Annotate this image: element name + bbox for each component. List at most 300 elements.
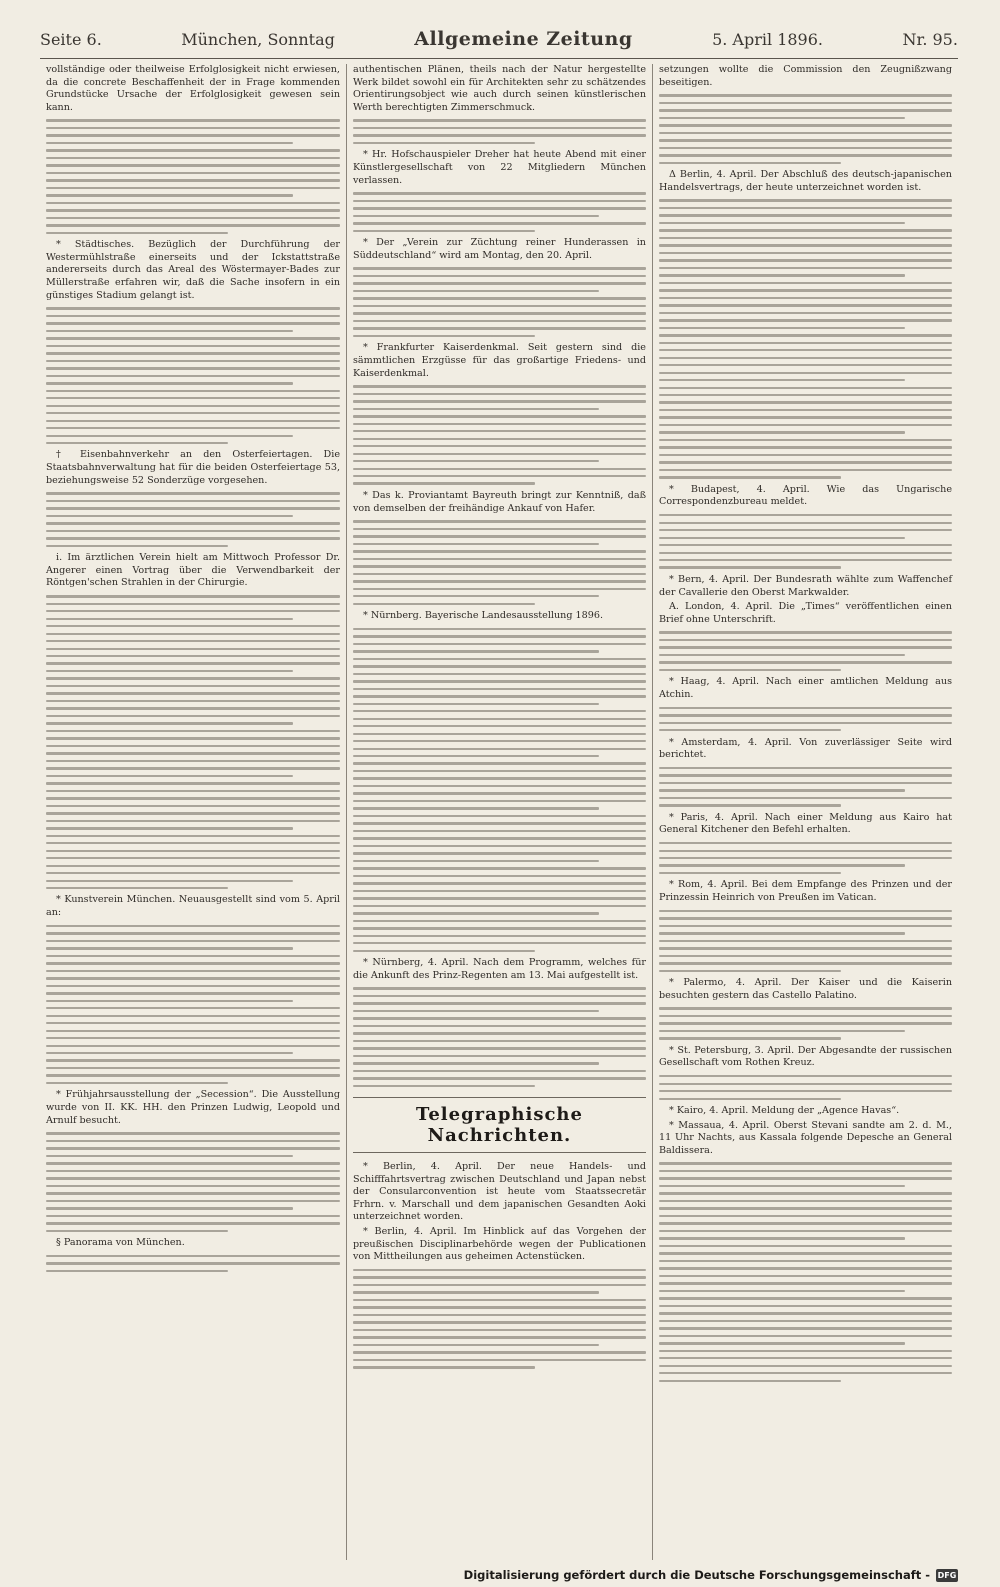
illegible-text-line — [659, 334, 952, 336]
illegible-text-line — [353, 830, 646, 832]
illegible-text-line — [659, 910, 952, 912]
illegible-text-line — [46, 179, 340, 181]
illegible-text-line — [46, 322, 340, 324]
illegible-text-line — [353, 595, 599, 597]
illegible-text-line — [659, 1365, 952, 1367]
illegible-text-line — [46, 707, 340, 709]
illegible-text-line — [353, 912, 599, 914]
illegible-text-line — [353, 822, 646, 824]
illegible-text-line — [659, 439, 952, 441]
illegible-text-line — [353, 1336, 646, 1338]
illegible-text-line — [353, 1077, 646, 1079]
edition-place-day: München, Sonntag — [181, 30, 335, 49]
illegible-text-line — [353, 535, 646, 537]
columns — [40, 64, 958, 1560]
illegible-text-line — [659, 857, 952, 859]
illegible-text-line — [659, 297, 952, 299]
illegible-text-line — [46, 1177, 340, 1179]
illegible-text-line — [659, 1215, 952, 1217]
illegible-text-line — [659, 940, 952, 942]
issue-number: Nr. 95. — [902, 30, 958, 49]
illegible-text-line — [46, 1255, 340, 1257]
illegible-text-line — [353, 430, 646, 432]
illegible-text-line — [353, 580, 646, 582]
illegible-text-line — [353, 1321, 646, 1323]
illegible-text-line — [659, 1290, 905, 1292]
illegible-text-line — [659, 1335, 952, 1337]
illegible-text-line — [353, 1276, 646, 1278]
illegible-text-line — [659, 1275, 952, 1277]
column-1 — [40, 64, 346, 1560]
illegible-text-line — [46, 1222, 340, 1224]
illegible-text-line — [46, 209, 340, 211]
illegible-text-line — [659, 214, 952, 216]
illegible-text-line — [659, 304, 952, 306]
illegible-text-line — [46, 662, 340, 664]
illegible-text-line — [46, 835, 340, 837]
illegible-text-line — [353, 475, 646, 477]
illegible-text-line — [46, 767, 340, 769]
illegible-text-line — [46, 1000, 293, 1002]
illegible-text-line — [46, 700, 340, 702]
illegible-text-line — [46, 172, 340, 174]
illegible-text-line — [659, 327, 905, 329]
illegible-text-line — [659, 454, 952, 456]
illegible-text-line — [353, 673, 646, 675]
illegible-text-line — [659, 117, 905, 119]
illegible-text-line — [353, 755, 599, 757]
illegible-text-line — [46, 1074, 340, 1076]
illegible-text-line — [353, 1047, 646, 1049]
illegible-text-line — [659, 319, 952, 321]
illegible-text-line — [46, 1015, 340, 1017]
illegible-text-line — [46, 872, 340, 874]
illegible-text-line — [46, 887, 228, 889]
illegible-text-line — [353, 565, 646, 567]
illegible-text-line — [659, 729, 841, 731]
illegible-text-line — [353, 312, 646, 314]
illegible-text-line — [46, 865, 340, 867]
illegible-text-line — [353, 770, 646, 772]
funding-notice — [40, 1566, 958, 1584]
illegible-text-line — [46, 1067, 340, 1069]
article-paragraph: * Städtisches. Bezüglich der Durchführung der Westermühlstraße einerseits und der Ickstattstraße andererseits durch das Areal des Wöstermayer-Bades zur Müllerstraße erfahren wir, daß die Sache insofern in ein günstiges Stadium gelangt ist. — [46, 239, 340, 301]
illegible-text-line — [659, 259, 952, 261]
illegible-text-line — [46, 142, 293, 144]
illegible-text-line — [46, 1030, 340, 1032]
illegible-text-line — [353, 852, 646, 854]
illegible-text-line — [46, 492, 340, 494]
illegible-text-line — [353, 807, 599, 809]
illegible-text-line — [46, 722, 293, 724]
illegible-text-line — [659, 401, 952, 403]
illegible-text-line — [353, 127, 646, 129]
illegible-text-line — [659, 1372, 952, 1374]
illegible-text-line — [659, 446, 952, 448]
illegible-text-line — [46, 782, 340, 784]
illegible-text-line — [659, 1185, 905, 1187]
illegible-text-line — [659, 514, 952, 516]
illegible-text-line — [659, 970, 841, 972]
illegible-text-line — [46, 842, 340, 844]
illegible-text-line — [353, 275, 646, 277]
illegible-text-line — [659, 566, 841, 568]
illegible-text-line — [353, 1055, 646, 1057]
illegible-text-line — [353, 890, 646, 892]
illegible-text-line — [659, 1162, 952, 1164]
illegible-text-line — [659, 1237, 905, 1239]
illegible-text-line — [353, 573, 646, 575]
article-paragraph: * Rom, 4. April. Bei dem Empfange des Prinzen und der Prinzessin Heinrich von Preußen im Vatican. — [659, 879, 952, 904]
illegible-text-line — [659, 1090, 952, 1092]
illegible-text-line — [46, 420, 340, 422]
illegible-text-line — [353, 628, 646, 630]
illegible-text-line — [353, 119, 646, 121]
article-paragraph: authentischen Plänen, theils nach der Natur hergestellte Werk bildet sowohl ein für Architekten sehr zu schätzendes Orientirungsobject wie auch durch seinen künstlerischen Werth berechtigten Zimmerschmuck. — [353, 64, 646, 113]
illegible-text-line — [659, 1230, 952, 1232]
illegible-text-line — [46, 397, 340, 399]
illegible-text-line — [659, 767, 952, 769]
illegible-text-line — [353, 393, 646, 395]
illegible-text-line — [353, 335, 535, 337]
illegible-text-line — [46, 625, 340, 627]
illegible-text-line — [46, 812, 340, 814]
illegible-text-line — [46, 595, 340, 597]
illegible-text-line — [353, 1002, 646, 1004]
article-paragraph: * Das k. Proviantamt Bayreuth bringt zur Kenntniß, daß von demselben der freihändige Ankauf von Hafer. — [353, 489, 646, 514]
illegible-text-line — [353, 800, 646, 802]
illegible-text-line — [659, 342, 952, 344]
illegible-text-line — [659, 864, 905, 866]
illegible-text-line — [46, 925, 340, 927]
illegible-text-line — [46, 880, 293, 882]
illegible-text-line — [353, 588, 646, 590]
illegible-text-line — [659, 722, 952, 724]
illegible-text-line — [659, 1177, 952, 1179]
illegible-text-line — [659, 522, 952, 524]
illegible-text-line — [353, 897, 646, 899]
illegible-text-line — [353, 1085, 535, 1087]
illegible-text-line — [353, 875, 646, 877]
illegible-text-line — [659, 1342, 905, 1344]
illegible-text-line — [46, 194, 293, 196]
illegible-text-line — [659, 431, 905, 433]
illegible-text-line — [46, 940, 340, 942]
illegible-text-line — [353, 845, 646, 847]
illegible-text-line — [353, 1010, 599, 1012]
illegible-text-line — [46, 737, 340, 739]
article-paragraph: * Haag, 4. April. Nach einer amtlichen Meldung aus Atchin. — [659, 676, 952, 700]
illegible-text-line — [659, 416, 952, 418]
illegible-text-line — [46, 603, 340, 605]
illegible-text-line — [46, 932, 340, 934]
article-paragraph: * Kunstverein München. Neuausgestellt sind vom 5. April an: — [46, 894, 340, 919]
illegible-text-line — [353, 528, 646, 530]
illegible-text-line — [353, 882, 646, 884]
illegible-text-line — [659, 1327, 952, 1329]
illegible-text-line — [353, 603, 535, 605]
article-paragraph: * Berlin, 4. April. Im Hinblick auf das Vorgehen der preußischen Disciplinarbehörde wegen der Publicationen von Mittheilungen aus geheimen Actenstücken. — [353, 1226, 646, 1263]
illegible-text-line — [46, 367, 340, 369]
illegible-text-line — [353, 200, 646, 202]
illegible-text-line — [46, 187, 340, 189]
illegible-text-line — [659, 797, 952, 799]
illegible-text-line — [659, 1200, 952, 1202]
illegible-text-line — [659, 1297, 952, 1299]
article-paragraph: * Budapest, 4. April. Wie das Ungarische Correspondenzbureau meldet. — [659, 483, 952, 508]
illegible-text-line — [46, 164, 340, 166]
illegible-text-line — [659, 1260, 952, 1262]
illegible-text-line — [46, 962, 340, 964]
article-paragraph: * Massaua, 4. April. Oberst Stevani sandte am 2. d. M., 11 Uhr Nachts, aus Kassala folgende Depesche an General Baldissera. — [659, 1119, 952, 1156]
illegible-text-line — [659, 544, 952, 546]
illegible-text-line — [659, 537, 905, 539]
illegible-text-line — [659, 364, 952, 366]
illegible-text-line — [659, 244, 952, 246]
illegible-text-line — [353, 658, 646, 660]
illegible-text-line — [46, 827, 293, 829]
illegible-text-line — [353, 1366, 535, 1368]
illegible-text-line — [353, 860, 599, 862]
illegible-text-line — [659, 1170, 952, 1172]
article-paragraph: † Eisenbahnverkehr an den Osterfeiertagen. Die Staatsbahnverwaltung hat für die beiden Osterfeiertage 53, beziehungsweise 52 Sonderzüge vorgesehen. — [46, 449, 340, 486]
illegible-text-line — [659, 925, 952, 927]
illegible-text-line — [46, 730, 340, 732]
illegible-text-line — [659, 1267, 952, 1269]
illegible-text-line — [659, 461, 952, 463]
illegible-text-line — [46, 232, 228, 234]
illegible-text-line — [46, 500, 340, 502]
illegible-text-line — [659, 1007, 952, 1009]
illegible-text-line — [659, 139, 952, 141]
illegible-text-line — [46, 790, 340, 792]
illegible-text-line — [353, 142, 535, 144]
article-paragraph: * Paris, 4. April. Nach einer Meldung aus Kairo hat General Kitchener den Befehl erhalten. — [659, 811, 952, 836]
article-paragraph: * Der „Verein zur Züchtung reiner Hunderassen in Süddeutschland“ wird am Montag, den 20. April. — [353, 237, 646, 261]
illegible-text-line — [353, 665, 646, 667]
illegible-text-line — [353, 995, 646, 997]
illegible-text-line — [353, 230, 535, 232]
illegible-text-line — [353, 192, 646, 194]
article-paragraph: vollständige oder theilweise Erfolglosigkeit nicht erwiesen, da die concrete Beschaffenheit der in Frage kommenden Grundstücke Ursache der Erfolglosigkeit gewesen sein kann. — [46, 64, 340, 113]
illegible-text-line — [46, 330, 293, 332]
illegible-text-line — [46, 947, 293, 949]
illegible-text-line — [353, 1329, 646, 1331]
illegible-text-line — [353, 1291, 599, 1293]
illegible-text-line — [659, 229, 952, 231]
illegible-text-line — [659, 154, 952, 156]
illegible-text-line — [353, 468, 646, 470]
illegible-text-line — [659, 207, 952, 209]
illegible-text-line — [659, 1037, 841, 1039]
illegible-text-line — [46, 442, 228, 444]
illegible-text-line — [659, 372, 952, 374]
illegible-text-line — [46, 977, 340, 979]
illegible-text-line — [46, 427, 340, 429]
illegible-text-line — [46, 955, 340, 957]
illegible-text-line — [659, 1030, 905, 1032]
illegible-text-line — [659, 237, 952, 239]
illegible-text-line — [353, 453, 646, 455]
illegible-text-line — [353, 950, 535, 952]
illegible-text-line — [46, 202, 340, 204]
article-paragraph: * Nürnberg. Bayerische Landesausstellung 1896. — [363, 610, 603, 622]
illegible-text-line — [353, 1070, 646, 1072]
article-paragraph: setzungen wollte die Commission den Zeugnißzwang beseitigen. — [659, 64, 952, 88]
illegible-text-line — [659, 1282, 952, 1284]
illegible-text-line — [659, 222, 905, 224]
illegible-text-line — [659, 409, 952, 411]
illegible-text-line — [46, 1170, 340, 1172]
illegible-text-line — [46, 797, 340, 799]
illegible-text-line — [46, 1270, 228, 1272]
article-paragraph: * Nürnberg, 4. April. Nach dem Programm, welches für die Ankunft des Prinz-Regenten am 13. Mai aufgestellt ist. — [353, 957, 646, 981]
illegible-text-line — [46, 985, 340, 987]
illegible-text-line — [353, 1314, 646, 1316]
article-paragraph: * St. Petersburg, 3. April. Der Abgesandte der russischen Gesellschaft vom Rothen Kreuz. — [659, 1044, 952, 1069]
illegible-text-line — [353, 785, 646, 787]
illegible-text-line — [353, 680, 646, 682]
article-paragraph: * Amsterdam, 4. April. Von zuverlässiger Seite wird berichtet. — [659, 736, 952, 761]
illegible-text-line — [46, 1262, 340, 1264]
illegible-text-line — [659, 199, 952, 201]
illegible-text-line — [659, 850, 952, 852]
illegible-text-line — [353, 927, 646, 929]
illegible-text-line — [353, 1269, 646, 1271]
illegible-text-line — [46, 677, 340, 679]
illegible-text-line — [659, 357, 952, 359]
illegible-text-line — [46, 610, 340, 612]
illegible-text-line — [46, 685, 340, 687]
illegible-text-line — [46, 715, 340, 717]
illegible-text-line — [46, 970, 340, 972]
illegible-text-line — [659, 559, 952, 561]
illegible-text-line — [353, 543, 599, 545]
illegible-text-line — [353, 1351, 646, 1353]
illegible-text-line — [659, 1075, 952, 1077]
illegible-text-line — [353, 792, 646, 794]
illegible-text-line — [659, 774, 952, 776]
illegible-text-line — [46, 507, 340, 509]
illegible-text-line — [353, 520, 646, 522]
illegible-text-line — [659, 102, 952, 104]
illegible-text-line — [659, 654, 905, 656]
illegible-text-line — [46, 1230, 228, 1232]
illegible-text-line — [659, 379, 905, 381]
section-heading: Telegraphische Nachrichten. — [353, 1097, 646, 1153]
illegible-text-line — [659, 147, 952, 149]
illegible-text-line — [46, 217, 340, 219]
article-paragraph: * Palermo, 4. April. Der Kaiser und die Kaiserin besuchten gestern das Castello Palatino. — [659, 977, 952, 1001]
illegible-text-line — [46, 1045, 340, 1047]
illegible-text-line — [46, 375, 340, 377]
illegible-text-line — [659, 124, 952, 126]
illegible-text-line — [46, 337, 340, 339]
illegible-text-line — [353, 215, 599, 217]
illegible-text-line — [353, 1032, 646, 1034]
illegible-text-line — [46, 545, 228, 547]
illegible-text-line — [353, 320, 646, 322]
illegible-text-line — [659, 1357, 952, 1359]
illegible-text-line — [46, 648, 340, 650]
illegible-text-line — [353, 740, 646, 742]
article-paragraph: * Frühjahrsausstellung der „Secession“. Die Ausstellung wurde von II. KK. HH. den Prinzen Ludwig, Leopold und Arnulf besucht. — [46, 1089, 340, 1126]
illegible-text-line — [353, 385, 646, 387]
illegible-text-line — [46, 537, 340, 539]
illegible-text-line — [353, 134, 646, 136]
illegible-text-line — [659, 394, 952, 396]
illegible-text-line — [659, 639, 952, 641]
illegible-text-line — [46, 640, 340, 642]
illegible-text-line — [353, 290, 599, 292]
illegible-text-line — [353, 703, 599, 705]
illegible-text-line — [353, 710, 646, 712]
illegible-text-line — [46, 1059, 340, 1061]
illegible-text-line — [46, 345, 340, 347]
illegible-text-line — [46, 1082, 228, 1084]
illegible-text-line — [353, 1025, 646, 1027]
illegible-text-line — [353, 282, 646, 284]
illegible-text-line — [46, 760, 340, 762]
illegible-text-line — [659, 252, 952, 254]
illegible-text-line — [46, 515, 293, 517]
illegible-text-line — [659, 1350, 952, 1352]
article-paragraph: i. Im ärztlichen Verein hielt am Mittwoch Professor Dr. Angerer einen Vortrag über die Verwendbarkeit der Röntgen'schen Strahlen in der Chirurgie. — [46, 552, 340, 589]
illegible-text-line — [353, 327, 646, 329]
illegible-text-line — [659, 917, 952, 919]
illegible-text-line — [46, 752, 340, 754]
article-paragraph: * Berlin, 4. April. Der neue Handels- und Schifffahrtsvertrag zwischen Deutschland und Japan nebst der Consularconvention ist heute vom Staatssecretär Frhrn. v. Marschall und dem japanischen Gesandten Aoki unterzeichnet worden. — [353, 1161, 646, 1223]
article-paragraph: * Bern, 4. April. Der Bundesrath wählte zum Waffenchef der Cavallerie den Oberst Markwalder. — [659, 573, 952, 598]
illegible-text-line — [659, 267, 952, 269]
illegible-text-line — [659, 1305, 952, 1307]
illegible-text-line — [659, 842, 952, 844]
illegible-text-line — [659, 1192, 952, 1194]
illegible-text-line — [353, 423, 646, 425]
illegible-text-line — [46, 1037, 340, 1039]
illegible-text-line — [353, 635, 646, 637]
illegible-text-line — [46, 655, 340, 657]
illegible-text-line — [46, 820, 340, 822]
illegible-text-line — [659, 1015, 952, 1017]
illegible-text-line — [659, 109, 952, 111]
illegible-text-line — [659, 1083, 952, 1085]
illegible-text-line — [659, 469, 952, 471]
illegible-text-line — [659, 646, 952, 648]
illegible-text-line — [353, 1299, 646, 1301]
illegible-text-line — [353, 762, 646, 764]
illegible-text-line — [353, 1359, 646, 1361]
illegible-text-line — [353, 1284, 646, 1286]
illegible-text-line — [659, 872, 841, 874]
illegible-text-line — [46, 633, 340, 635]
illegible-text-line — [46, 390, 340, 392]
illegible-text-line — [659, 529, 952, 531]
illegible-text-line — [353, 837, 646, 839]
illegible-text-line — [353, 445, 646, 447]
illegible-text-line — [46, 1207, 293, 1209]
illegible-text-line — [659, 289, 952, 291]
illegible-text-line — [353, 987, 646, 989]
illegible-text-line — [353, 550, 646, 552]
illegible-text-line — [353, 460, 599, 462]
illegible-text-line — [46, 382, 293, 384]
illegible-text-line — [353, 1306, 646, 1308]
illegible-text-line — [46, 224, 340, 226]
illegible-text-line — [659, 274, 905, 276]
illegible-text-line — [659, 962, 952, 964]
newspaper-title: Allgemeine Zeitung — [414, 28, 633, 50]
